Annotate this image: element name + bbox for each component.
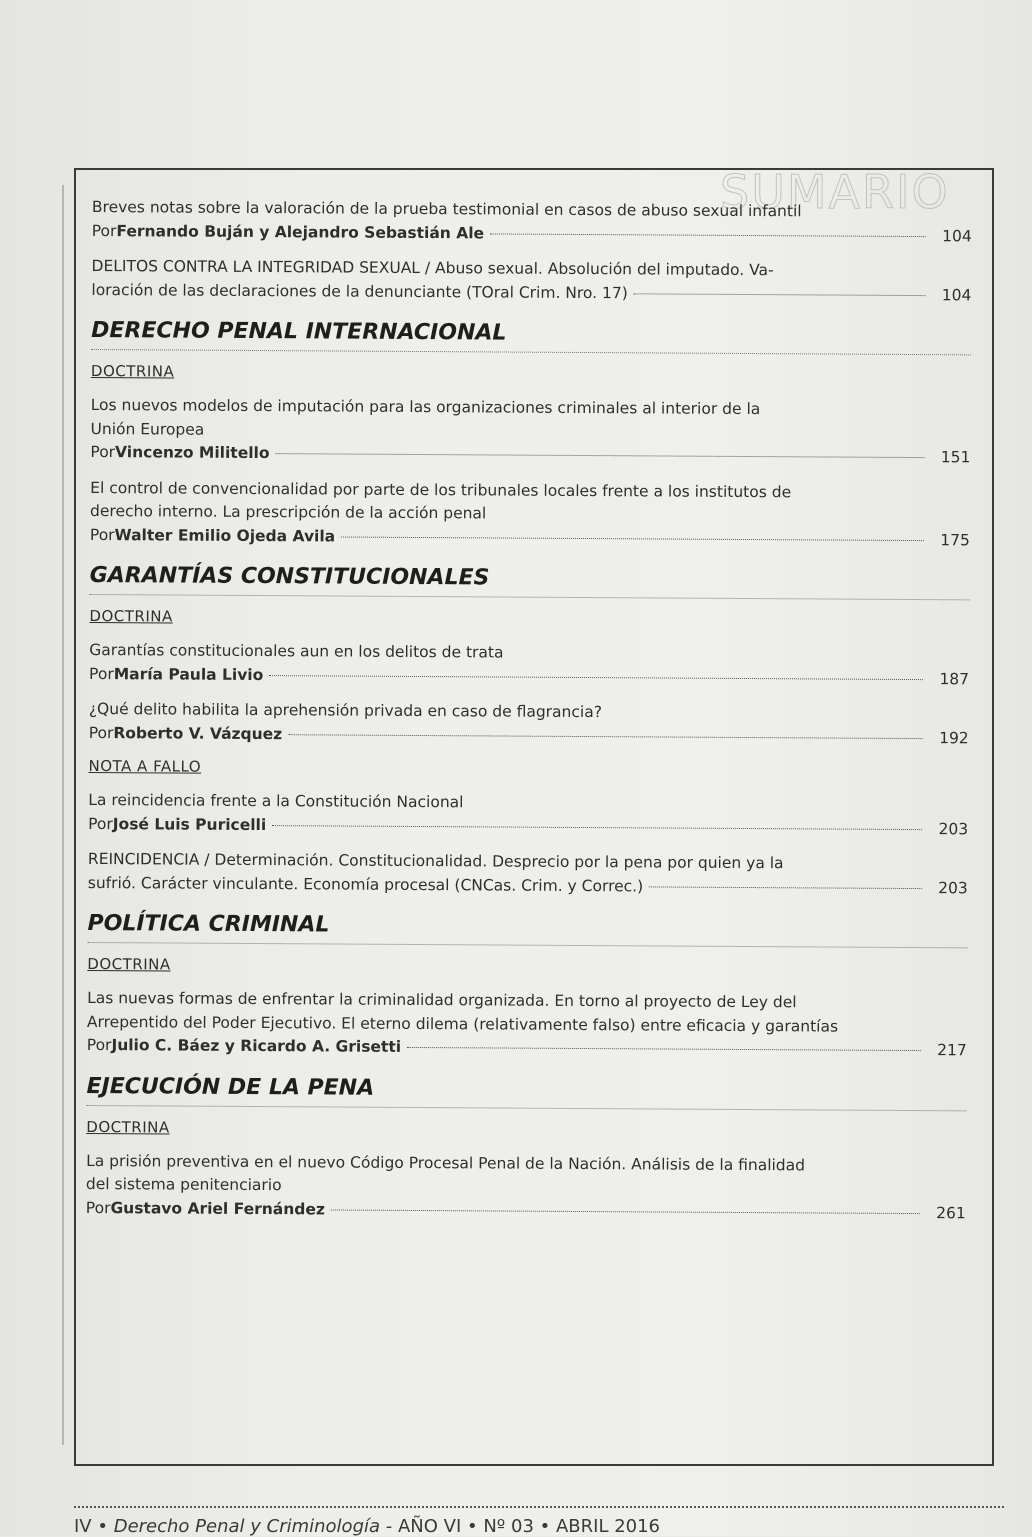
footer-bullet: • bbox=[97, 1516, 108, 1537]
author-prefix: Por bbox=[85, 1198, 111, 1217]
toc-section bbox=[86, 1073, 967, 1225]
author-name: Walter Emilio Ojeda Avila bbox=[114, 525, 336, 545]
section-heading: DERECHO PENAL INTERNACIONAL bbox=[91, 318, 971, 355]
toc-section bbox=[88, 563, 970, 900]
entry-title-line: del sistema penitenciario bbox=[85, 1174, 282, 1195]
page-number: 261 bbox=[936, 1203, 966, 1222]
author-prefix: Por bbox=[90, 442, 116, 462]
section-heading: POLÍTICA CRIMINAL bbox=[87, 911, 967, 948]
dot-leader bbox=[288, 734, 922, 739]
page-number: 192 bbox=[939, 728, 969, 747]
entry-title-line: Las nuevas formas de enfrentar la criminalidad organizada. En torno al proyecto de Ley del bbox=[87, 988, 797, 1012]
page-margin-line bbox=[62, 185, 64, 1445]
toc-entry[interactable] bbox=[86, 1149, 966, 1225]
page-number: 151 bbox=[940, 448, 971, 467]
page-number: 203 bbox=[938, 878, 968, 897]
toc-entry[interactable] bbox=[88, 848, 968, 900]
page-number: 203 bbox=[938, 819, 969, 838]
author-name: José Luis Puricelli bbox=[112, 814, 267, 834]
entry-author-line bbox=[90, 523, 970, 552]
subsection-label: DOCTRINA bbox=[90, 361, 175, 381]
author-name: Julio C. Báez y Ricardo A. Grisetti bbox=[111, 1036, 402, 1056]
author-prefix: Por bbox=[88, 814, 113, 833]
toc-entry[interactable] bbox=[90, 394, 970, 470]
footer-page-number: IV bbox=[74, 1516, 92, 1537]
toc-entry[interactable] bbox=[89, 698, 969, 750]
dot-leader bbox=[272, 825, 922, 830]
author-name: Roberto V. Vázquez bbox=[113, 723, 283, 743]
author-name: Gustavo Ariel Fernández bbox=[110, 1198, 325, 1218]
author-prefix: Por bbox=[88, 723, 114, 742]
toc-section bbox=[90, 318, 971, 552]
dot-leader bbox=[269, 675, 923, 680]
page-number: 187 bbox=[939, 669, 970, 688]
page-number: 104 bbox=[941, 285, 972, 304]
dot-leader bbox=[649, 886, 922, 889]
entry-title-line: Los nuevos modelos de imputación para las organizaciones criminales al interior de la bbox=[90, 395, 761, 419]
entry-title-line: La prisión preventiva en el nuevo Código Procesal Penal de la Nación. Análisis de la finalidad bbox=[86, 1151, 806, 1174]
entry-title-line: Breves notas sobre la valoración de la prueba testimonial en casos de abuso sexual infantil bbox=[91, 197, 802, 221]
entry-title-line: derecho interno. La prescripción de la acción penal bbox=[90, 501, 487, 523]
subsection-label: DOCTRINA bbox=[89, 606, 173, 626]
dot-leader bbox=[490, 233, 926, 237]
page-footer bbox=[74, 1506, 1004, 1537]
author-name: Vincenzo Militello bbox=[115, 443, 270, 463]
entry-title-last-line bbox=[91, 278, 971, 307]
toc-entry[interactable] bbox=[91, 255, 971, 307]
author-name: Fernando Buján y Alejandro Sebastián Ale bbox=[116, 221, 485, 242]
toc-entry[interactable] bbox=[90, 476, 970, 552]
author-prefix: Por bbox=[89, 525, 115, 544]
entry-title-line: Unión Europea bbox=[90, 419, 205, 439]
entry-author-line bbox=[89, 662, 969, 691]
section-heading: EJECUCIÓN DE LA PENA bbox=[86, 1073, 966, 1110]
footer-issue: - AÑO VI • Nº 03 • ABRIL 2016 bbox=[385, 1516, 661, 1537]
entry-title-line: ¿Qué delito habilita la aprehensión privada en caso de flagrancia? bbox=[88, 699, 603, 722]
subsection-label: DOCTRINA bbox=[87, 954, 171, 974]
entry-title-line: loración de las declaraciones de la denunciante (TOral Crim. Nro. 17) bbox=[91, 280, 628, 302]
page-number: 104 bbox=[942, 226, 972, 245]
entry-title-last-line bbox=[88, 871, 968, 900]
table-of-contents bbox=[86, 196, 972, 1237]
entry-author-line bbox=[86, 1196, 966, 1225]
entry-title-line: REINCIDENCIA / Determinación. Constitucionalidad. Desprecio por la pena por quien ya la bbox=[87, 849, 784, 873]
toc-section bbox=[87, 911, 968, 1063]
background-title: SUMARIO bbox=[720, 165, 950, 219]
entry-author-line bbox=[89, 721, 969, 750]
subsection-label: NOTA A FALLO bbox=[88, 756, 202, 776]
entry-title-line: sufrió. Carácter vinculante. Economía procesal (CNCas. Crim. y Correc.) bbox=[87, 873, 644, 895]
toc-entry[interactable] bbox=[89, 639, 969, 691]
section-heading: GARANTÍAS CONSTITUCIONALES bbox=[90, 563, 970, 600]
entry-author-line bbox=[92, 219, 972, 248]
entry-title-line: Arrepentido del Poder Ejecutivo. El eterno dilema (relativamente falso) entre eficacia y garantías bbox=[86, 1012, 839, 1036]
entry-title-line: Garantías constitucionales aun en los delitos de trata bbox=[89, 640, 504, 662]
author-prefix: Por bbox=[89, 664, 114, 683]
dot-leader bbox=[276, 453, 925, 458]
entry-author-line bbox=[88, 812, 968, 841]
entry-author-line bbox=[90, 441, 970, 470]
entry-title-line: La reincidencia frente a la Constitución Nacional bbox=[88, 790, 464, 812]
dot-leader bbox=[331, 1209, 920, 1214]
dot-leader bbox=[341, 536, 924, 541]
dot-leader bbox=[407, 1047, 921, 1051]
page-number: 217 bbox=[937, 1041, 967, 1060]
entry-title-line: DELITOS CONTRA LA INTEGRIDAD SEXUAL / Abuso sexual. Absolución del imputado. Va- bbox=[91, 256, 774, 280]
author-prefix: Por bbox=[91, 221, 117, 240]
entry-title-line: El control de convencionalidad por parte de los tribunales locales frente a los institutos de bbox=[90, 478, 792, 501]
page-number: 175 bbox=[940, 530, 970, 549]
toc-entry[interactable] bbox=[87, 987, 967, 1063]
toc-entry[interactable] bbox=[88, 789, 968, 841]
author-prefix: Por bbox=[86, 1035, 112, 1055]
author-name: María Paula Livio bbox=[113, 664, 264, 684]
subsection-label: DOCTRINA bbox=[86, 1117, 170, 1136]
toc-entry[interactable] bbox=[92, 196, 972, 248]
dot-leader bbox=[634, 293, 926, 296]
footer-journal-title: Derecho Penal y Criminología bbox=[113, 1516, 381, 1537]
